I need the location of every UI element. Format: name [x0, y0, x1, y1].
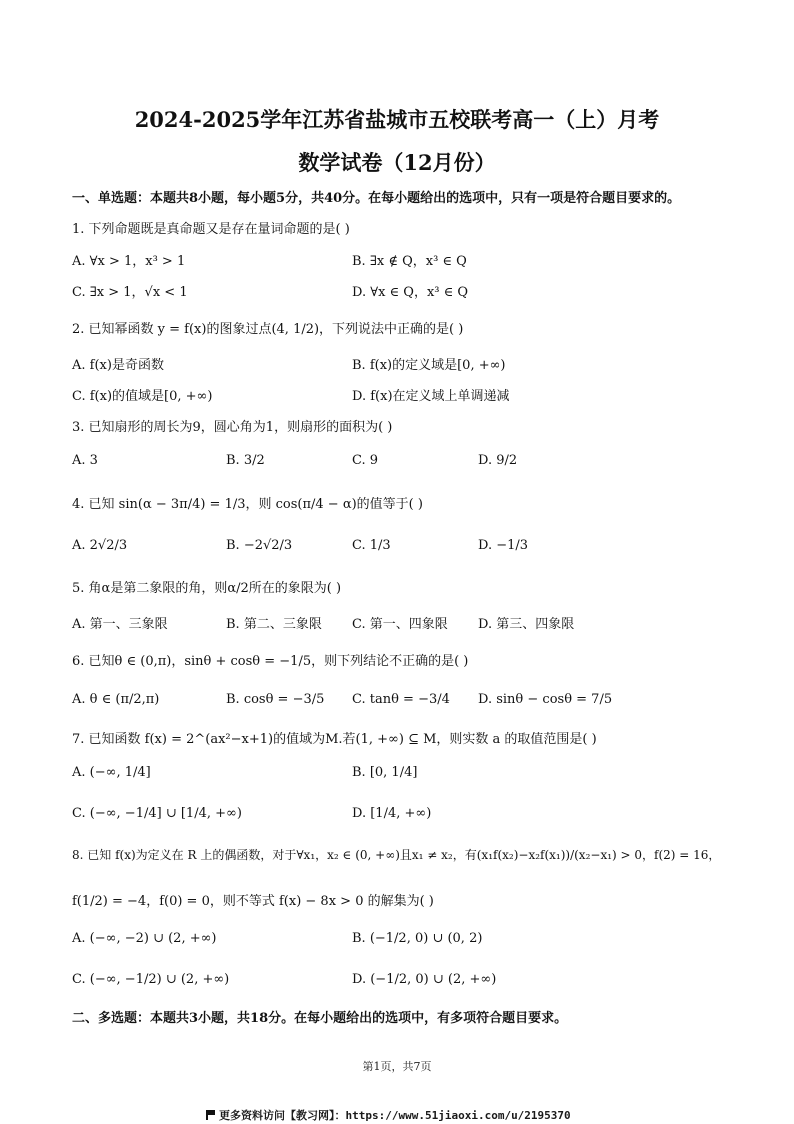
question-5-option-d[interactable]: D. 第三、四象限: [478, 617, 575, 632]
question-7-option-c[interactable]: C. (−∞, −1/4] ∪ [1/4, +∞): [72, 806, 242, 821]
question-8-option-a[interactable]: A. (−∞, −2) ∪ (2, +∞): [72, 931, 217, 946]
question-3-option-b[interactable]: B. 3/2: [226, 453, 265, 468]
question-1-option-c[interactable]: C. ∃x > 1，√x < 1: [72, 285, 188, 300]
question-8-option-c[interactable]: C. (−∞, −1/2) ∪ (2, +∞): [72, 972, 230, 987]
question-6-option-a[interactable]: A. θ ∈ (π/2,π): [72, 692, 160, 707]
question-2-option-a[interactable]: A. f(x)是奇函数: [72, 358, 164, 373]
question-3-option-c[interactable]: C. 9: [352, 453, 379, 468]
question-8-option-d[interactable]: D. (−1/2, 0) ∪ (2, +∞): [352, 972, 497, 987]
question-1-option-d[interactable]: D. ∀x ∈ Q，x³ ∈ Q: [352, 285, 469, 300]
section-heading-multiple-choice: 二、多选题：本题共3小题，共18分。在每小题给出的选项中，有多项符合题目要求。: [72, 1011, 568, 1026]
page-number: 第1页，共7页: [362, 1060, 432, 1073]
question-6-option-c[interactable]: C. tanθ = −3/4: [352, 692, 450, 707]
question-3-option-d[interactable]: D. 9/2: [478, 453, 518, 468]
question-5-stem: 5. 角α是第二象限的角，则α/2所在的象限为( ): [72, 581, 342, 596]
question-3-stem: 3. 已知扇形的周长为9，圆心角为1，则扇形的面积为( ): [72, 420, 393, 435]
question-6-option-d[interactable]: D. sinθ − cosθ = 7/5: [478, 692, 613, 707]
question-2-option-c[interactable]: C. f(x)的值域是[0, +∞): [72, 389, 213, 404]
question-6-option-b[interactable]: B. cosθ = −3/5: [226, 692, 325, 707]
question-4-stem: 4. 已知 sin(α − 3π/4) = 1/3，则 cos(π/4 − α)的值等于( ): [72, 497, 423, 512]
question-4-option-a[interactable]: A. 2√2/3: [72, 538, 128, 553]
question-4-option-b[interactable]: B. −2√2/3: [226, 538, 293, 553]
question-2-stem: 2. 已知幂函数 y = f(x)的图象过点(4, 1/2)，下列说法中正确的是( ): [72, 322, 464, 337]
resource-link-banner[interactable]: [206, 1107, 571, 1123]
exam-title-line1: 2024-2025学年江苏省盐城市五校联考高一（上）月考: [134, 107, 660, 132]
question-4-option-d[interactable]: D. −1/3: [478, 538, 529, 553]
resource-link-text[interactable]: 更多资料访问【教习网】：https://www.51jiaoxi.com/u/2195370: [219, 1109, 571, 1122]
question-6-stem: 6. 已知θ ∈ (0,π)，sinθ + cosθ = −1/5，则下列结论不正确的是( ): [72, 654, 469, 669]
question-4-option-c[interactable]: C. 1/3: [352, 538, 391, 553]
question-7-option-a[interactable]: A. (−∞, 1/4]: [72, 765, 151, 780]
question-7-option-b[interactable]: B. [0, 1/4]: [352, 765, 418, 780]
question-1-stem: 1. 下列命题既是真命题又是存在量词命题的是( ): [72, 222, 350, 237]
question-8-stem-line2: f(1/2) = −4，f(0) = 0，则不等式 f(x) − 8x > 0 的解集为( ): [72, 894, 434, 909]
question-5-option-a[interactable]: A. 第一、三象限: [72, 617, 168, 632]
question-3-option-a[interactable]: A. 3: [72, 453, 98, 468]
question-7-stem: 7. 已知函数 f(x) = 2^(ax²−x+1)的值域为M.若(1, +∞) ⊆ M，则实数 a 的取值范围是( ): [72, 732, 597, 747]
question-5-option-c[interactable]: C. 第一、四象限: [352, 617, 448, 632]
question-1-option-b[interactable]: B. ∃x ∉ Q，x³ ∈ Q: [352, 254, 467, 269]
section-heading-single-choice: 一、单选题：本题共8小题，每小题5分，共40分。在每小题给出的选项中，只有一项是符合题目要求的。: [72, 191, 681, 206]
question-7-option-d[interactable]: D. [1/4, +∞): [352, 806, 432, 821]
question-2-option-d[interactable]: D. f(x)在定义域上单调递减: [352, 389, 510, 404]
question-5-option-b[interactable]: B. 第二、三象限: [226, 617, 322, 632]
question-1-option-a[interactable]: A. ∀x > 1，x³ > 1: [72, 254, 186, 269]
question-2-option-b[interactable]: B. f(x)的定义域是[0, +∞): [352, 358, 506, 373]
question-8-option-b[interactable]: B. (−1/2, 0) ∪ (0, 2): [352, 931, 483, 946]
exam-title-line2: 数学试卷（12月份）: [298, 150, 496, 175]
question-8-stem-line1: 8. 已知 f(x)为定义在 R 上的偶函数，对于∀x₁，x₂ ∈ (0, +∞)且x₁ ≠ x₂，有(x₁f(x₂)−x₂f(x₁))/(x₂−x₁) > 0，f(2) = 16，: [72, 848, 721, 862]
flag-icon: [206, 1110, 215, 1120]
